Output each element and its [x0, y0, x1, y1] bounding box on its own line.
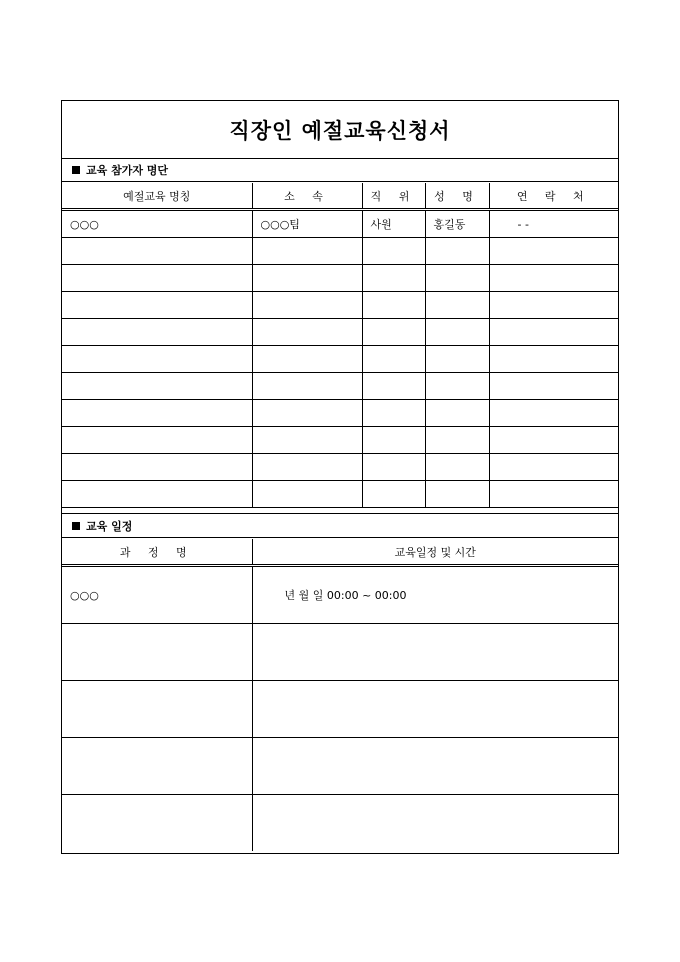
participant-row: [62, 265, 618, 292]
cell-position[interactable]: [362, 319, 425, 346]
section-participants-heading: [62, 158, 618, 182]
cell-position[interactable]: [362, 265, 425, 292]
cell-course-name[interactable]: ○○○: [62, 210, 252, 238]
cell-position[interactable]: [362, 346, 425, 373]
cell-contact[interactable]: [489, 346, 618, 373]
cell-schedule-time[interactable]: [252, 624, 618, 681]
cell-name[interactable]: [425, 292, 489, 319]
cell-name[interactable]: [425, 265, 489, 292]
participant-row: [62, 210, 618, 238]
cell-course[interactable]: [62, 681, 252, 738]
cell-course[interactable]: [62, 738, 252, 795]
black-square-icon: [72, 166, 80, 174]
cell-course-name[interactable]: [62, 319, 252, 346]
cell-department[interactable]: [252, 319, 362, 346]
participant-row: [62, 238, 618, 265]
cell-position[interactable]: [362, 292, 425, 319]
participant-row: [62, 481, 618, 508]
black-square-icon: [72, 522, 80, 530]
cell-position[interactable]: 사원: [362, 210, 425, 238]
schedule-row: [62, 738, 618, 795]
col-contact: 연 락 처: [489, 183, 618, 210]
cell-contact[interactable]: [489, 400, 618, 427]
cell-name[interactable]: [425, 427, 489, 454]
cell-department[interactable]: [252, 292, 362, 319]
cell-contact[interactable]: [489, 292, 618, 319]
col-position: 직 위: [362, 183, 425, 210]
col-course-name: 예절교육 명칭: [62, 183, 252, 210]
cell-course-name[interactable]: [62, 346, 252, 373]
cell-department[interactable]: ○○○팀: [252, 210, 362, 238]
cell-name[interactable]: [425, 454, 489, 481]
cell-contact[interactable]: [489, 427, 618, 454]
title-box: [62, 101, 618, 159]
cell-name[interactable]: [425, 373, 489, 400]
participant-row: [62, 400, 618, 427]
cell-department[interactable]: [252, 265, 362, 292]
cell-department[interactable]: [252, 481, 362, 508]
cell-schedule-time[interactable]: [252, 738, 618, 795]
cell-course[interactable]: ○○○: [62, 566, 252, 624]
cell-course[interactable]: [62, 624, 252, 681]
cell-course-name[interactable]: [62, 454, 252, 481]
cell-contact[interactable]: [489, 265, 618, 292]
cell-position[interactable]: [362, 481, 425, 508]
col-department: 소 속: [252, 183, 362, 210]
schedule-row: [62, 795, 618, 852]
schedule-row: [62, 681, 618, 738]
cell-contact[interactable]: [489, 319, 618, 346]
col-course: 과 정 명: [62, 539, 252, 566]
cell-position[interactable]: [362, 400, 425, 427]
cell-schedule-time[interactable]: [252, 681, 618, 738]
schedule-header-row: [62, 539, 618, 566]
participant-row: [62, 292, 618, 319]
cell-contact[interactable]: [489, 481, 618, 508]
section-schedule-heading: [62, 513, 618, 538]
cell-contact[interactable]: - -: [489, 210, 618, 238]
schedule-table: [62, 539, 618, 851]
cell-contact[interactable]: [489, 238, 618, 265]
schedule-row: [62, 566, 618, 624]
section-schedule-label: 교육 일정: [86, 519, 133, 533]
cell-course-name[interactable]: [62, 238, 252, 265]
cell-position[interactable]: [362, 238, 425, 265]
cell-name[interactable]: [425, 319, 489, 346]
cell-contact[interactable]: [489, 454, 618, 481]
application-form: [61, 100, 619, 854]
cell-course-name[interactable]: [62, 292, 252, 319]
participants-table: [62, 183, 618, 508]
cell-name[interactable]: [425, 238, 489, 265]
participants-header-row: [62, 183, 618, 210]
cell-contact[interactable]: [489, 373, 618, 400]
schedule-row: [62, 624, 618, 681]
cell-course-name[interactable]: [62, 373, 252, 400]
cell-department[interactable]: [252, 346, 362, 373]
cell-position[interactable]: [362, 373, 425, 400]
cell-name[interactable]: [425, 400, 489, 427]
col-schedule-time: 교육일정 및 시간: [252, 539, 618, 566]
cell-department[interactable]: [252, 373, 362, 400]
participant-row: [62, 319, 618, 346]
cell-schedule-time[interactable]: [252, 795, 618, 852]
participant-row: [62, 427, 618, 454]
participant-row: [62, 373, 618, 400]
cell-course-name[interactable]: [62, 400, 252, 427]
cell-name[interactable]: 홍길동: [425, 210, 489, 238]
cell-course-name[interactable]: [62, 481, 252, 508]
cell-name[interactable]: [425, 346, 489, 373]
cell-department[interactable]: [252, 454, 362, 481]
cell-course[interactable]: [62, 795, 252, 852]
cell-course-name[interactable]: [62, 265, 252, 292]
form-title: 직장인 예절교육신청서: [229, 118, 451, 143]
section-participants-label: 교육 참가자 명단: [86, 163, 169, 177]
cell-department[interactable]: [252, 400, 362, 427]
cell-schedule-time[interactable]: 년 월 일 00:00 ~ 00:00: [252, 566, 618, 624]
cell-position[interactable]: [362, 427, 425, 454]
participant-row: [62, 454, 618, 481]
cell-position[interactable]: [362, 454, 425, 481]
cell-department[interactable]: [252, 238, 362, 265]
participant-row: [62, 346, 618, 373]
cell-department[interactable]: [252, 427, 362, 454]
cell-name[interactable]: [425, 481, 489, 508]
col-name: 성 명: [425, 183, 489, 210]
cell-course-name[interactable]: [62, 427, 252, 454]
